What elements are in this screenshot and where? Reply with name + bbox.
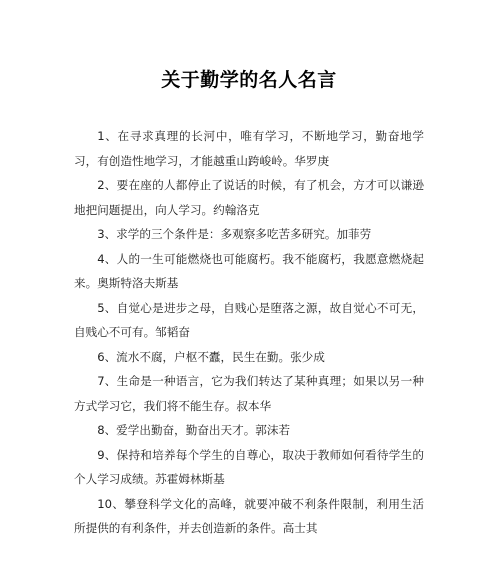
quote-item: 5、自觉心是进步之母，自贱心是堕落之源，故自觉心不可无，自贱心不可有。邹韬奋 xyxy=(74,300,424,339)
quote-item: 9、保持和培养每个学生的自尊心，取决于教师如何看待学生的个人学习成绩。苏霍姆林斯基 xyxy=(74,447,424,486)
quote-item: 6、流水不腐，户枢不蠹，民生在勤。张少成 xyxy=(97,349,325,364)
document-title: 关于勤学的名人名言 xyxy=(161,69,337,91)
quote-item: 10、攀登科学文化的高峰，就要冲破不利条件限制，利用生活所提供的有利条件，并去创造新的条件。高士其 xyxy=(74,496,424,535)
quote-item: 1、在寻求真理的长河中，唯有学习，不断地学习，勤奋地学习，有创造性地学习，才能越重山跨峻岭。华罗庚 xyxy=(74,129,424,168)
quote-item: 4、人的一生可能燃烧也可能腐朽。我不能腐朽，我愿意燃烧起来。奥斯特洛夫斯基 xyxy=(74,251,424,290)
quote-item: 2、要在座的人都停止了说话的时候，有了机会，方才可以谦逊地把问题提出，向人学习。约翰洛克 xyxy=(74,178,424,217)
quote-item: 3、求学的三个条件是：多观察多吃苦多研究。加菲劳 xyxy=(97,227,372,241)
quote-item: 7、生命是一种语言，它为我们转达了某种真理；如果以另一种方式学习它，我们将不能生存。叔本华 xyxy=(74,374,424,413)
quote-item: 8、爱学出勤奋，勤奋出天才。郭沫若 xyxy=(97,423,291,437)
quote-list xyxy=(74,124,424,541)
